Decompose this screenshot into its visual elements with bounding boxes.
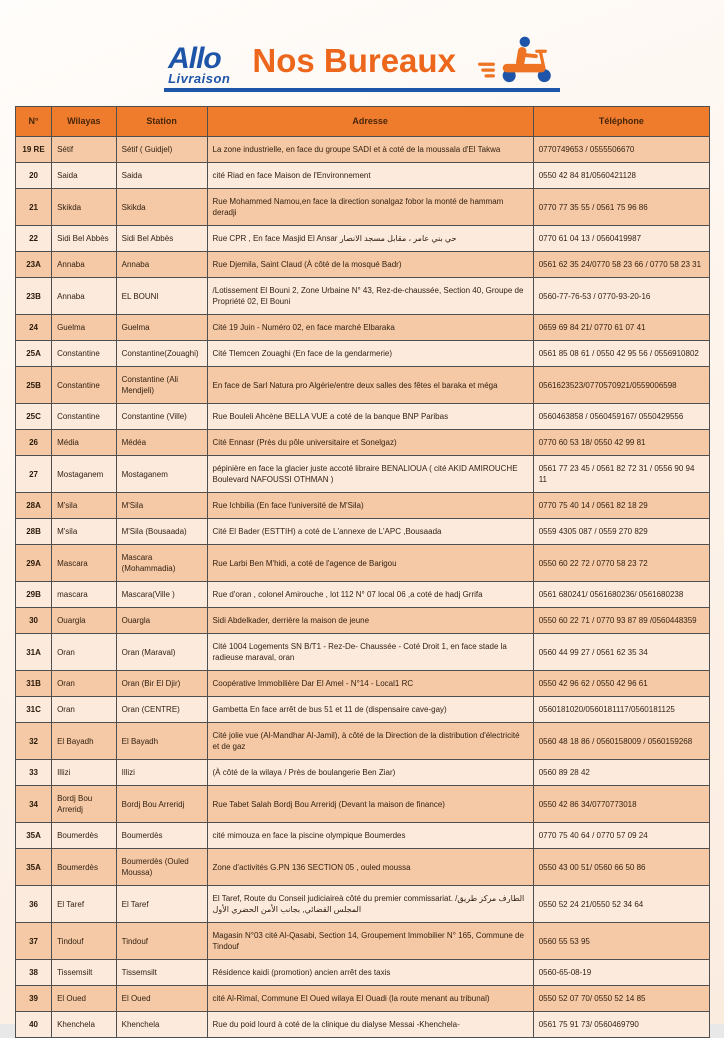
cell-adresse: Cité 19 Juin - Numéro 02, en face marché Elbaraka (207, 315, 533, 341)
cell-station: Mostaganem (116, 456, 207, 493)
cell-station: El Taref (116, 886, 207, 923)
cell-station: EL BOUNI (116, 278, 207, 315)
cell-wilaya: Oran (52, 697, 117, 723)
cell-num: 29A (16, 545, 52, 582)
cell-telephone: 0561623523/0770570921/0559006598 (533, 367, 709, 404)
table-row (16, 519, 710, 545)
cell-telephone: 0770 61 04 13 / 0560419987 (533, 226, 709, 252)
cell-adresse: Cité 1004 Logements SN B/T1 - Rez-De- Chaussée - Coté Droit 1, en face stade la radieuse maraval, oran (207, 634, 533, 671)
table-row (16, 367, 710, 404)
table-row (16, 430, 710, 456)
cell-station: Annaba (116, 252, 207, 278)
cell-num: 36 (16, 886, 52, 923)
header-row (16, 107, 710, 137)
cell-station: Oran (CENTRE) (116, 697, 207, 723)
page-title: Nos Bureaux (252, 42, 456, 79)
cell-wilaya: Tindouf (52, 923, 117, 960)
page-header (0, 0, 724, 92)
table-row (16, 189, 710, 226)
cell-station: Boumerdès (116, 823, 207, 849)
cell-wilaya: Illizi (52, 760, 117, 786)
cell-num: 25C (16, 404, 52, 430)
cell-station: Oran (Bir El Djir) (116, 671, 207, 697)
cell-wilaya: Guelma (52, 315, 117, 341)
cell-telephone: 0561 680241/ 0561680236/ 0561680238 (533, 582, 709, 608)
cell-adresse: Coopérative Immobilière Dar El Amel - N°14 - Local1 RC (207, 671, 533, 697)
table-row (16, 849, 710, 886)
table-row (16, 634, 710, 671)
cell-adresse: cité Riad en face Maison de l'Environnement (207, 163, 533, 189)
cell-adresse: Cité Tlemcen Zouaghi (En face de la gendarmerie) (207, 341, 533, 367)
cell-station: Médéa (116, 430, 207, 456)
cell-num: 31A (16, 634, 52, 671)
cell-station: El Oued (116, 986, 207, 1012)
cell-telephone: 0550 43 00 51/ 0560 66 50 86 (533, 849, 709, 886)
cell-num: 20 (16, 163, 52, 189)
cell-adresse: pépinière en face la glacier juste accoté libraire BENALIOUA ( cité AKID AMIROUCHE Boulevard NAFOUSSI OTHMAN ) (207, 456, 533, 493)
cell-num: 21 (16, 189, 52, 226)
table-row (16, 137, 710, 163)
cell-adresse: Zone d'activités G.PN 136 SECTION 05 , ouled moussa (207, 849, 533, 886)
cell-wilaya: Ouargla (52, 608, 117, 634)
cell-telephone: 0560463858 / 0560459167/ 0550429556 (533, 404, 709, 430)
cell-telephone: 0560 44 99 27 / 0561 62 35 34 (533, 634, 709, 671)
table-row (16, 786, 710, 823)
cell-wilaya: El Bayadh (52, 723, 117, 760)
cell-station: Guelma (116, 315, 207, 341)
table-row (16, 493, 710, 519)
cell-station: Khenchela (116, 1012, 207, 1038)
cell-wilaya: El Taref (52, 886, 117, 923)
cell-station: Mascara (Mohammadia) (116, 545, 207, 582)
cell-num: 38 (16, 960, 52, 986)
cell-num: 34 (16, 786, 52, 823)
cell-num: 35A (16, 849, 52, 886)
table-row (16, 823, 710, 849)
table-row (16, 404, 710, 430)
cell-num: 32 (16, 723, 52, 760)
cell-wilaya: Sétif (52, 137, 117, 163)
table-row (16, 278, 710, 315)
offices-table-header (16, 107, 710, 137)
cell-adresse: Rue Mohammed Namou,en face la direction sonalgaz fobor la monté de hammam deradji (207, 189, 533, 226)
table-row (16, 723, 710, 760)
logo-brand-text: Allo (168, 42, 221, 75)
cell-num: 24 (16, 315, 52, 341)
cell-telephone: 0560181020/0560181117/0560181125 (533, 697, 709, 723)
cell-telephone: 0550 42 96 62 / 0550 42 96 61 (533, 671, 709, 697)
cell-adresse: Cité jolie vue (Al-Mandhar Al-Jamil), à côté de la Direction de la distribution d'électricité et de gaz (207, 723, 533, 760)
table-row (16, 163, 710, 189)
cell-station: El Bayadh (116, 723, 207, 760)
cell-wilaya: Bordj Bou Arreridj (52, 786, 117, 823)
cell-telephone: 0770 75 40 14 / 0561 82 18 29 (533, 493, 709, 519)
cell-num: 33 (16, 760, 52, 786)
cell-station: Oran (Maraval) (116, 634, 207, 671)
cell-telephone: 0770 77 35 55 / 0561 75 96 86 (533, 189, 709, 226)
cell-num: 40 (16, 1012, 52, 1038)
cell-wilaya: Mascara (52, 545, 117, 582)
table-row (16, 1012, 710, 1038)
table-row (16, 582, 710, 608)
cell-num: 29B (16, 582, 52, 608)
cell-telephone: 0550 52 24 21/0550 52 34 64 (533, 886, 709, 923)
cell-station: Constantine(Zouaghi) (116, 341, 207, 367)
cell-adresse: cité mimouza en face la piscine olympique Boumerdes (207, 823, 533, 849)
cell-wilaya: Tissemsilt (52, 960, 117, 986)
cell-station: Sidi Bel Abbès (116, 226, 207, 252)
cell-wilaya: Mostaganem (52, 456, 117, 493)
cell-telephone: 0770 75 40 64 / 0770 57 09 24 (533, 823, 709, 849)
cell-telephone: 0561 75 91 73/ 0560469790 (533, 1012, 709, 1038)
cell-num: 26 (16, 430, 52, 456)
cell-adresse: Rue CPR , En face Masjid El Ansar حي بني عامر ، مقابل مسجد الانصار (207, 226, 533, 252)
offices-table-body (16, 137, 710, 1038)
cell-num: 19 RE (16, 137, 52, 163)
cell-adresse: Rue Ichbilia (En face l'université de M'Sila) (207, 493, 533, 519)
cell-adresse: /Lotissement El Bouni 2, Zone Urbaine N° 43, Rez-de-chaussée, Section 40, Groupe de Propriété 02, El Bouni (207, 278, 533, 315)
cell-adresse: Cité Ennasr (Près du pôle universitaire et Sonelgaz) (207, 430, 533, 456)
cell-num: 23A (16, 252, 52, 278)
cell-wilaya: Constantine (52, 341, 117, 367)
cell-telephone: 0770 60 53 18/ 0550 42 99 81 (533, 430, 709, 456)
table-row (16, 315, 710, 341)
cell-adresse: Rue Bouleli Ahcène BELLA VUE a coté de la banque BNP Paribas (207, 404, 533, 430)
cell-telephone: 0550 52 07 70/ 0550 52 14 85 (533, 986, 709, 1012)
cell-wilaya: M'sila (52, 519, 117, 545)
table-row (16, 671, 710, 697)
logo-subtitle-text: Livraison (168, 71, 231, 86)
cell-num: 37 (16, 923, 52, 960)
table-row (16, 697, 710, 723)
cell-adresse: Rue Tabet Salah Bordj Bou Arreridj (Devant la maison de finance) (207, 786, 533, 823)
cell-adresse: Magasin N°03 cité Al-Qasabi, Section 14, Groupement Immobilier N° 165, Commune de Tindouf (207, 923, 533, 960)
table-row (16, 226, 710, 252)
cell-station: Skikda (116, 189, 207, 226)
table-row (16, 545, 710, 582)
cell-num: 22 (16, 226, 52, 252)
cell-num: 35A (16, 823, 52, 849)
cell-station: Sétif ( Guidjel) (116, 137, 207, 163)
table-row (16, 986, 710, 1012)
column-header-telephone: Téléphone (533, 107, 709, 137)
cell-telephone: 0561 85 08 61 / 0550 42 95 56 / 0556910802 (533, 341, 709, 367)
cell-telephone: 0560 89 28 42 (533, 760, 709, 786)
cell-wilaya: Saida (52, 163, 117, 189)
cell-wilaya: Annaba (52, 278, 117, 315)
cell-telephone: 0560-77-76-53 / 0770-93-20-16 (533, 278, 709, 315)
cell-adresse: (À côté de la wilaya / Près de boulangerie Ben Ziar) (207, 760, 533, 786)
delivery-scooter-icon (478, 34, 556, 86)
cell-num: 28B (16, 519, 52, 545)
cell-telephone: 0560 48 18 86 / 0560158009 / 0560159268 (533, 723, 709, 760)
table-row (16, 252, 710, 278)
cell-station: Constantine (Ali Mendjeli) (116, 367, 207, 404)
cell-wilaya: Khenchela (52, 1012, 117, 1038)
cell-station: Mascara(Ville ) (116, 582, 207, 608)
cell-wilaya: Constantine (52, 404, 117, 430)
cell-telephone: 0550 42 86 34/0770773018 (533, 786, 709, 823)
cell-num: 23B (16, 278, 52, 315)
cell-station: Constantine (Ville) (116, 404, 207, 430)
cell-telephone: 0550 60 22 71 / 0770 93 87 89 /0560448359 (533, 608, 709, 634)
cell-num: 39 (16, 986, 52, 1012)
cell-adresse: La zone industrielle, en face du groupe SADI et à coté de la moussala d'El Takwa (207, 137, 533, 163)
cell-station: Tindouf (116, 923, 207, 960)
cell-telephone: 0561 62 35 24/0770 58 23 66 / 0770 58 23 31 (533, 252, 709, 278)
cell-adresse: Cité El Bader (ESTTIH) a coté de L'annexe de L'APC ,Bousaada (207, 519, 533, 545)
cell-station: Ouargla (116, 608, 207, 634)
cell-telephone: 0559 4305 087 / 0559 270 829 (533, 519, 709, 545)
column-header-wilayas: Wilayas (52, 107, 117, 137)
cell-station: Tissemsilt (116, 960, 207, 986)
cell-num: 31C (16, 697, 52, 723)
cell-adresse: Gambetta En face arrêt de bus 51 et 11 de (dispensaire cave-gay) (207, 697, 533, 723)
cell-num: 30 (16, 608, 52, 634)
cell-station: M'Sila (Bousaada) (116, 519, 207, 545)
cell-wilaya: Boumerdès (52, 849, 117, 886)
cell-telephone: 0550 42 84 81/0560421128 (533, 163, 709, 189)
cell-wilaya: M'sila (52, 493, 117, 519)
cell-adresse: En face de Sarl Natura pro Algérie/entre deux salles des fêtes el baraka et méga (207, 367, 533, 404)
cell-wilaya: Boumerdès (52, 823, 117, 849)
cell-telephone: 0659 69 84 21/ 0770 61 07 41 (533, 315, 709, 341)
cell-adresse: Rue Djemila, Saint Claud (À côté de la mosqué Badr) (207, 252, 533, 278)
cell-telephone: 0561 77 23 45 / 0561 82 72 31 / 0556 90 94 11 (533, 456, 709, 493)
cell-station: Illizi (116, 760, 207, 786)
cell-num: 25A (16, 341, 52, 367)
cell-adresse: Rue d'oran , colonel Amirouche , lot 112 N° 07 local 06 ,a coté de hadj Grrifa (207, 582, 533, 608)
cell-num: 27 (16, 456, 52, 493)
cell-wilaya: Sidi Bel Abbès (52, 226, 117, 252)
cell-wilaya: mascara (52, 582, 117, 608)
cell-wilaya: Oran (52, 634, 117, 671)
allo-livraison-logo (168, 44, 230, 86)
cell-station: M'Sila (116, 493, 207, 519)
table-row (16, 341, 710, 367)
cell-adresse: cité Al-Rimal, Commune El Oued wilaya El Ouadi (la route menant au tribunal) (207, 986, 533, 1012)
cell-wilaya: Oran (52, 671, 117, 697)
cell-station: Saida (116, 163, 207, 189)
cell-telephone: 0560-65-08-19 (533, 960, 709, 986)
cell-telephone: 0770749653 / 0555506670 (533, 137, 709, 163)
column-header-adresse: Adresse (207, 107, 533, 137)
cell-adresse: Rue Larbi Ben M'hidi, a coté de l'agence de Barigou (207, 545, 533, 582)
table-row (16, 886, 710, 923)
cell-adresse: Sidi Abdelkader, derrière la maison de jeune (207, 608, 533, 634)
table-row (16, 760, 710, 786)
cell-station: Bordj Bou Arreridj (116, 786, 207, 823)
cell-adresse: Résidence kaidi (promotion) ancien arrêt des taxis (207, 960, 533, 986)
cell-wilaya: Annaba (52, 252, 117, 278)
table-row (16, 960, 710, 986)
column-header-num: N° (16, 107, 52, 137)
offices-table (15, 106, 710, 1038)
cell-adresse: Rue du poid lourd à coté de la clinique du dialyse Messai -Khenchela- (207, 1012, 533, 1038)
header-underline (164, 34, 560, 92)
table-row (16, 456, 710, 493)
cell-telephone: 0550 60 22 72 / 0770 58 23 72 (533, 545, 709, 582)
cell-telephone: 0560 55 53 95 (533, 923, 709, 960)
cell-wilaya: El Oued (52, 986, 117, 1012)
cell-wilaya: Média (52, 430, 117, 456)
cell-wilaya: Skikda (52, 189, 117, 226)
cell-num: 25B (16, 367, 52, 404)
table-row (16, 608, 710, 634)
table-row (16, 923, 710, 960)
cell-num: 28A (16, 493, 52, 519)
cell-wilaya: Constantine (52, 367, 117, 404)
cell-station: Boumerdès (Ouled Moussa) (116, 849, 207, 886)
cell-adresse: El Taref, Route du Conseil judiciaireà côté du premier commissariat. /الطارف مركز طريق المجلس القضائي, بجانب الأمن الحضري الأول (207, 886, 533, 923)
column-header-station: Station (116, 107, 207, 137)
cell-num: 31B (16, 671, 52, 697)
